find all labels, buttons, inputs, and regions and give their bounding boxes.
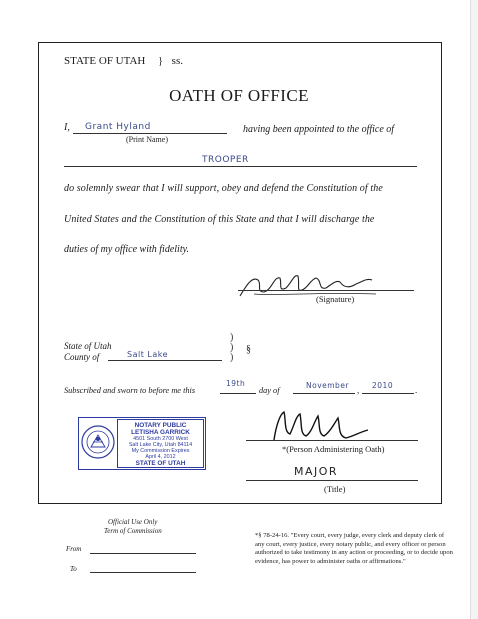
comma: , [357,385,360,395]
subscribed-text: Subscribed and sworn to before me this [64,386,196,395]
period: . [415,385,418,395]
county-value: Salt Lake [127,350,169,359]
stamp-line-5: My Commission Expires [131,448,190,454]
title-caption: (Title) [324,484,346,494]
official-use-label: Official Use Only [108,518,158,526]
to-label: To [70,565,77,573]
venue-county-label: County of [64,352,100,362]
stamp-line-1: NOTARY PUBLIC [134,422,187,429]
day-line [220,393,256,394]
administering-line [246,440,418,441]
day-value: 19th [226,379,246,388]
appointment-prefix: I, [64,122,70,133]
office-line [64,166,417,167]
state-header [64,55,183,67]
printed-name-value: Grant Hyland [85,122,151,132]
title-line [246,480,418,481]
term-of-commission-label: Term of Commission [104,527,162,535]
statute-note: *§ 78-24-16. "Every court, every judge, every clerk and deputy clerk of any court, every justice, every notary public, and every officer or person authorized to take testimony in any action or proceeding, or to decide upon evidence, has power to administer oaths or affirmations." [255,532,453,565]
day-of-text: day of [259,386,280,395]
month-value: November [306,381,350,390]
county-line [108,360,222,361]
office-value: TROOPER [202,155,249,165]
state-of-utah: STATE OF UTAH [64,55,146,67]
print-name-caption: (Print Name) [126,135,168,144]
stamp-line-7: STATE OF UTAH [135,460,186,467]
title-value: MAJOR [294,465,339,478]
year-value: 2010 [372,381,394,390]
header-brace: } [158,56,163,67]
oath-line-2: United States and the Constitution of this State and that I will discharge the [64,214,375,225]
stamp-line-2: LETISHA GARRICK [131,429,190,436]
venue-state: State of Utah [64,341,112,351]
stamp-line-6: April 4, 2012 [145,454,176,460]
stamp-line-4: Salt Lake City, Utah 84114 [128,442,193,448]
oath-line-3: duties of my office with fidelity. [64,244,189,255]
state-seal-icon [80,420,116,466]
notary-stamp [117,419,204,468]
section-mark: § [246,344,251,355]
oath-line-1: do solemnly swear that I will support, obey and defend the Constitution of the [64,183,383,194]
appointment-suffix: having been appointed to the office of [243,124,395,135]
to-line [90,572,196,573]
header-ss: ss. [171,55,183,67]
venue-bracket: ) ) ) [230,332,234,363]
from-line [90,553,196,554]
signature-line [238,290,414,291]
signature-caption: (Signature) [316,294,355,304]
year-line [362,393,414,394]
stamp-line-3: 4501 South 2700 West [133,436,188,442]
printed-name-line [73,133,227,134]
administering-caption: *(Person Administering Oath) [282,444,385,454]
month-line [293,393,355,394]
page-title: OATH OF OFFICE [169,86,309,105]
oath-signature [236,266,386,304]
from-label: From [66,545,82,553]
